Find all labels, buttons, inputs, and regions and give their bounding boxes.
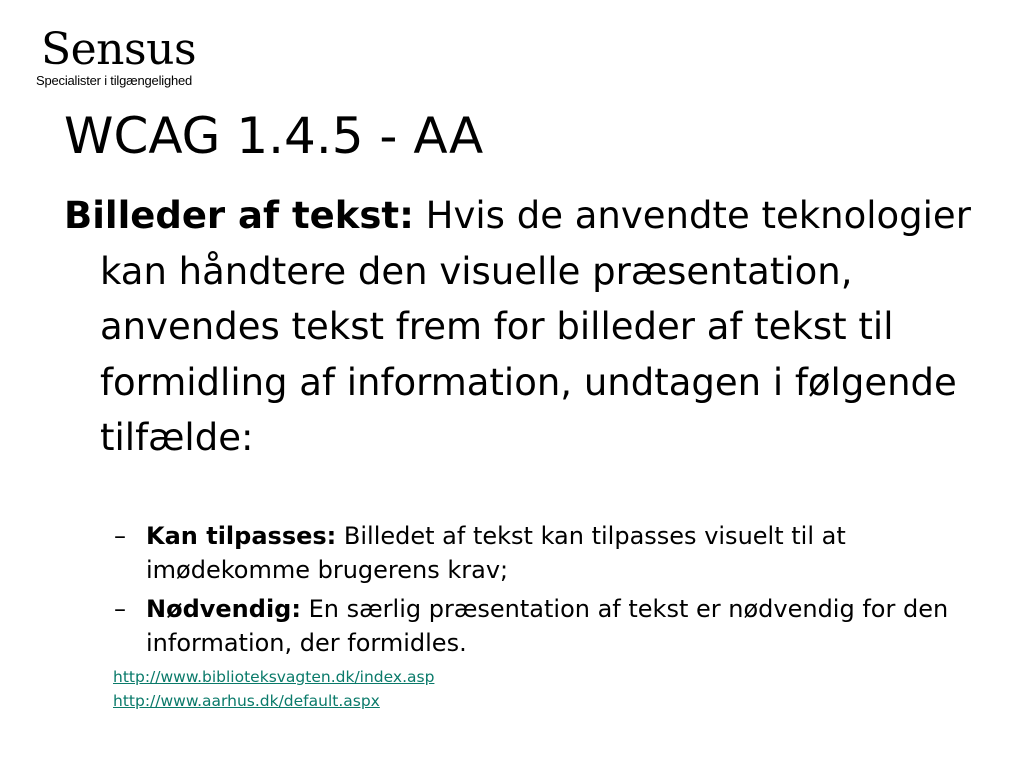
sensus-logo xyxy=(36,26,236,88)
bullet-dash: – xyxy=(114,522,126,550)
slide-title: WCAG 1.4.5 - AA xyxy=(64,107,484,165)
sub-bullet-adaptable xyxy=(114,519,974,587)
bullet-lead: Kan tilpasses: xyxy=(146,522,337,550)
main-paragraph xyxy=(64,188,1000,466)
link-aarhus[interactable]: http://www.aarhus.dk/default.aspx xyxy=(113,692,380,710)
sub-bullet-essential xyxy=(114,592,974,660)
bullet-lead: Nødvendig: xyxy=(146,595,301,623)
main-lead: Billeder af tekst: xyxy=(64,194,414,237)
reference-links xyxy=(113,665,434,713)
logo-tagline: Specialister i tilgængelighed xyxy=(36,73,193,88)
link-biblioteksvagten[interactable]: http://www.biblioteksvagten.dk/index.asp xyxy=(113,668,435,686)
bullet-text: En særlig præsentation af tekst er nødvendig for den information, der formidles. xyxy=(146,595,949,657)
main-text: Hvis de anvendte teknologier kan håndtere den visuelle præsentation, anvendes tekst frem for billeder af tekst til formidling af information, undtagen i følgende tilfælde: xyxy=(100,194,971,459)
bullet-dash: – xyxy=(114,595,126,623)
sub-bullet-list xyxy=(114,519,974,665)
bullet-text: Billedet af tekst kan tilpasses visuelt til at imødekomme brugerens krav; xyxy=(146,522,846,584)
logo-name: Sensus xyxy=(41,24,197,75)
